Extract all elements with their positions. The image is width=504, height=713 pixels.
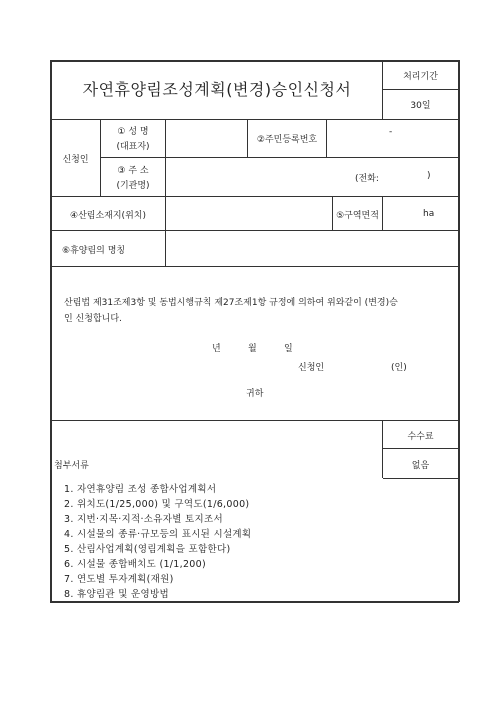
resident-id-label: ②주민등록번호 [256,135,318,145]
seal-mark: (인) [391,363,407,373]
attachment-item-6: 6. 시설물 종합배치도 (1/1,200) [64,559,206,570]
date-year: 년 [212,344,221,354]
forest-name-label: ⑥휴양림의 명칭 [62,246,126,256]
forest-name-row-bottom [51,266,458,267]
forest-location-label: ④산림소재지(위치) [70,211,146,221]
attachment-item-4: 4. 시설물의 종류·규모등의 표시된 시설계획 [64,529,252,540]
fee-label: 수수료 [407,432,434,442]
frame-left [50,60,52,602]
attachment-item-7: 7. 연도별 투자계획(재원) [64,574,174,585]
phone-open: (전화: [355,174,379,184]
frame-top [50,60,459,62]
attachment-item-5: 5. 산림사업계획(영림계획을 포함한다) [64,544,231,555]
attachment-item-3: 3. 지번·지목·지적·소유자별 토지조서 [64,514,223,525]
title-row-bottom [51,119,458,120]
institution-label: (기관명) [116,181,150,191]
address-field[interactable] [166,158,351,195]
attachment-item-1: 1. 자연휴양림 조성 종합사업계획서 [64,484,217,495]
attachment-item-2: 2. 위치도(1/25,000) 및 구역도(1/6,000) [64,499,250,510]
fee-mid-line [383,448,458,449]
fee-bottom [383,478,458,479]
frame-bottom [50,601,459,603]
area-label: ⑤구역면적 [336,211,379,221]
name-label: ① 성 명 [117,127,149,137]
representative-label: (대표자) [116,142,150,152]
resident-id-field[interactable]: - [389,127,393,137]
processing-period-value: 30일 [410,101,431,111]
statement-bottom [51,420,458,421]
addressee: 귀하 [246,389,264,399]
processing-divider [383,89,458,90]
signer-label: 신청인 [298,363,325,373]
date-month: 월 [248,344,257,354]
address-label: ③ 주 소 [117,166,149,176]
statement-line-2: 인 신청합니다. [64,314,122,324]
processing-period-label: 처리기간 [403,72,438,82]
forest-name-field[interactable] [166,231,457,265]
frame-right [458,60,460,602]
statement-line-1: 산림법 제31조제3항 및 동법시행규칙 제27조제1항 규정에 의하여 위와같이 (변경)승 [64,298,398,308]
applicant-section-label: 신청인 [62,155,89,165]
phone-close: ) [427,171,431,181]
name-field[interactable] [166,120,246,156]
attachments-label: 첨부서류 [54,461,89,471]
area-unit: ha [423,209,435,219]
date-day: 일 [284,344,293,354]
area-label-right [382,196,383,230]
forest-location-field[interactable] [166,197,331,229]
resident-label-right [326,119,327,157]
attachment-item-8: 8. 휴양림관 및 운영방법 [64,589,169,600]
fee-value: 없음 [411,461,430,471]
form-title: 자연휴양림조성계획(변경)승인신청서 [82,80,352,99]
